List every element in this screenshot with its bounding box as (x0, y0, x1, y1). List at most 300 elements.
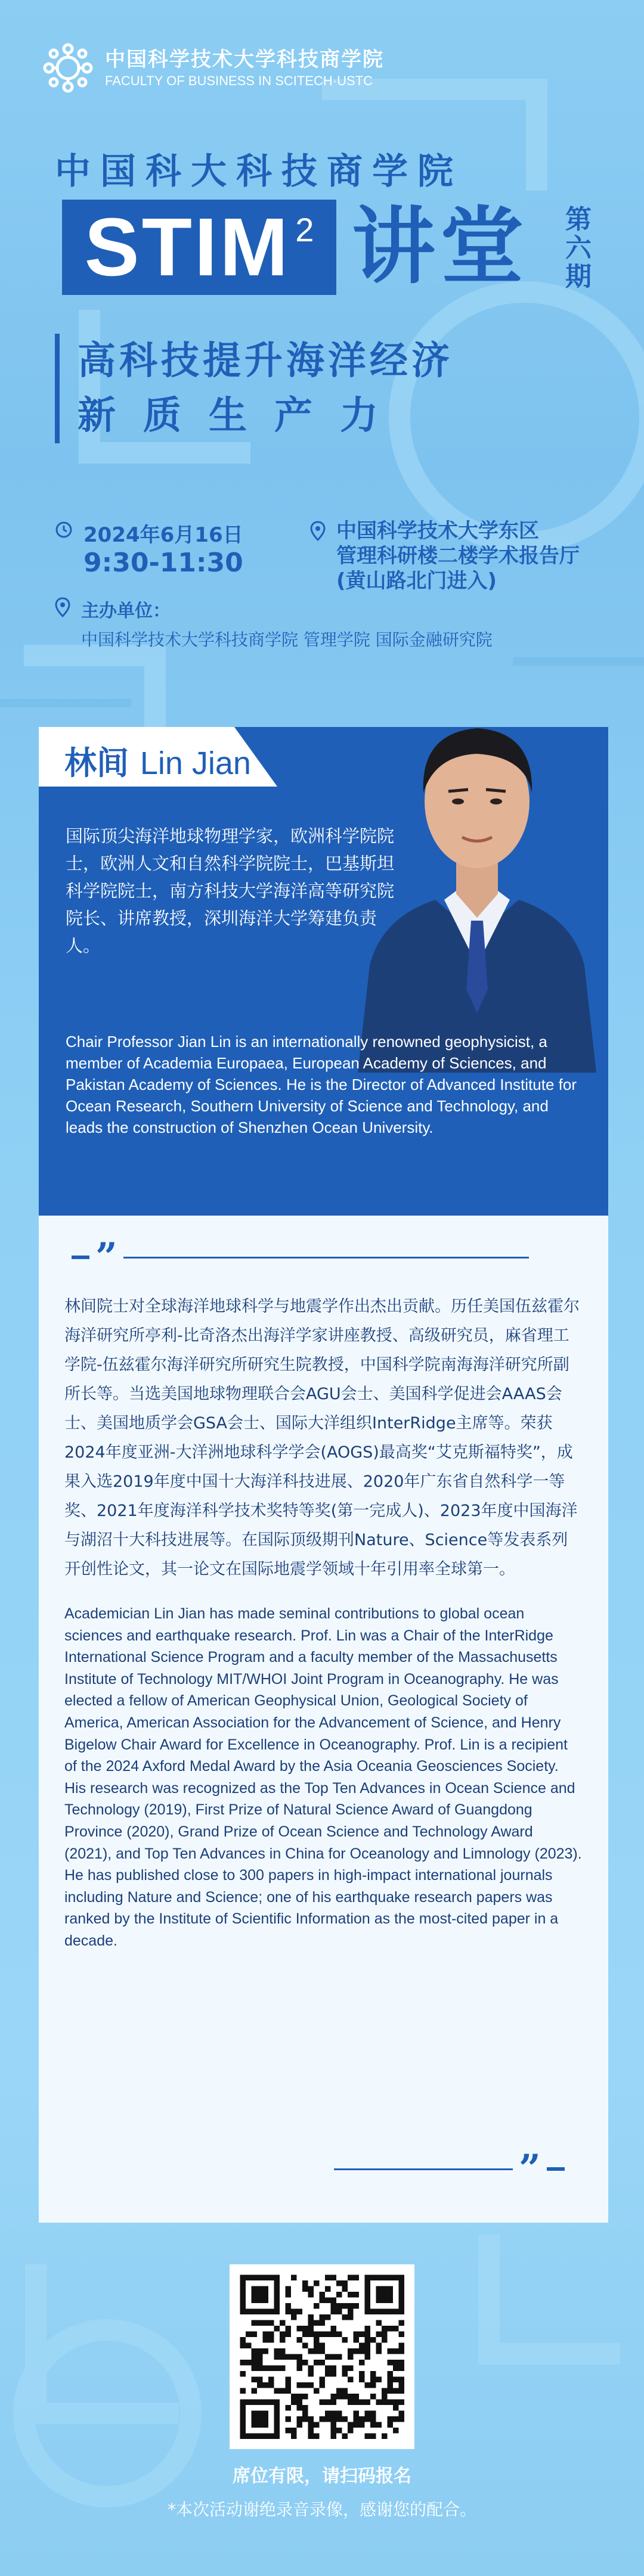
qr-module (302, 2332, 308, 2338)
qr-module (252, 2411, 258, 2417)
qr-module (268, 2366, 274, 2372)
qr-module (354, 2303, 360, 2309)
qr-module (308, 2332, 314, 2338)
qr-module (348, 2348, 354, 2354)
qr-module (257, 2292, 263, 2298)
school-name-en: FACULTY OF BUSINESS IN SCITECH·USTC (105, 73, 373, 88)
qr-module (365, 2343, 371, 2349)
qr-module (399, 2280, 405, 2286)
qr-module (370, 2422, 376, 2428)
qr-module (331, 2400, 337, 2406)
qr-module (308, 2371, 314, 2377)
qr-module (263, 2298, 269, 2304)
qr-module (314, 2343, 320, 2349)
qr-module (320, 2400, 326, 2406)
qr-module (308, 2422, 314, 2428)
qr-module (274, 2303, 280, 2309)
qr-module (336, 2280, 342, 2286)
qr-module (268, 2332, 274, 2338)
qr-module (370, 2377, 376, 2383)
qr-module (365, 2298, 371, 2304)
qr-module (274, 2388, 280, 2394)
qr-module (297, 2337, 303, 2343)
qr-module (348, 2303, 354, 2309)
qr-module (291, 2400, 297, 2406)
qr-module (314, 2434, 320, 2440)
qr-module (274, 2280, 280, 2286)
qr-module (240, 2286, 246, 2292)
qr-module (302, 2326, 308, 2332)
qr-module (280, 2320, 286, 2326)
qr-module (297, 2416, 303, 2422)
session-number: 第六期 (565, 204, 592, 292)
qr-module (388, 2326, 394, 2332)
qr-module (252, 2434, 258, 2440)
qr-module (331, 2332, 337, 2338)
qr-module (399, 2275, 405, 2281)
qr-module (336, 2309, 342, 2315)
qr-module (365, 2434, 371, 2440)
qr-module (257, 2354, 263, 2360)
qr-module (348, 2275, 354, 2281)
qr-module (325, 2298, 331, 2304)
qr-module (342, 2371, 348, 2377)
qr-module (257, 2309, 263, 2315)
qr-module (274, 2411, 280, 2417)
quote-mark-icon: ” (519, 2146, 541, 2191)
qr-module (399, 2411, 405, 2417)
qr-module (291, 2275, 297, 2281)
qr-module (354, 2275, 360, 2281)
qr-module (382, 2332, 388, 2338)
qr-module (274, 2354, 280, 2360)
qr-module (286, 2303, 292, 2309)
qr-module (393, 2326, 399, 2332)
qr-module (286, 2428, 292, 2434)
qr-module (314, 2348, 320, 2354)
series-logo (62, 200, 336, 295)
quote-line (334, 2168, 513, 2170)
qr-module (348, 2292, 354, 2298)
qr-module (246, 2434, 252, 2440)
qr-module (388, 2292, 394, 2298)
qr-module (308, 2326, 314, 2332)
qr-module (240, 2275, 246, 2281)
qr-module (302, 2280, 308, 2286)
qr-module (252, 2366, 258, 2372)
qr-module (370, 2309, 376, 2315)
speaker-bio-cn: 国际顶尖海洋地球物理学家，欧洲科学院院士，欧洲人文和自然科学院院士，巴基斯坦科学院院士，南方科技大学海洋高等研究院院长、讲席教授，深圳海洋大学筹建负责人。 (66, 826, 395, 956)
qr-module (263, 2422, 269, 2428)
qr-module (252, 2292, 258, 2298)
qr-module (286, 2354, 292, 2360)
qr-module (376, 2422, 382, 2428)
qr-module (320, 2416, 326, 2422)
qr-module (382, 2309, 388, 2315)
qr-module (393, 2428, 399, 2434)
qr-module (314, 2320, 320, 2326)
qr-module (365, 2411, 371, 2417)
qr-module (280, 2337, 286, 2343)
qr-module (393, 2275, 399, 2281)
qr-module (393, 2309, 399, 2315)
qr-module (320, 2382, 326, 2388)
qr-module (280, 2348, 286, 2354)
qr-module (342, 2303, 348, 2309)
qr-module (336, 2416, 342, 2422)
qr-module (399, 2416, 405, 2422)
qr-module (252, 2275, 258, 2281)
qr-module (325, 2371, 331, 2377)
qr-module (399, 2332, 405, 2338)
qr-module (263, 2348, 269, 2354)
qr-module (342, 2280, 348, 2286)
qr-module (336, 2428, 342, 2434)
qr-module (376, 2286, 382, 2292)
qr-module (314, 2332, 320, 2338)
qr-module (291, 2354, 297, 2360)
qr-module (376, 2275, 382, 2281)
qr-module (393, 2377, 399, 2383)
qr-module (302, 2416, 308, 2422)
qr-module (348, 2422, 354, 2428)
qr-module (376, 2400, 382, 2406)
qr-module (370, 2416, 376, 2422)
qr-module (354, 2394, 360, 2400)
qr-module (252, 2416, 258, 2422)
qr-module (240, 2400, 246, 2406)
qr-module (354, 2348, 360, 2354)
qr-module (399, 2320, 405, 2326)
qr-module (359, 2377, 365, 2383)
qr-module (302, 2382, 308, 2388)
qr-module (388, 2416, 394, 2422)
qr-module (331, 2428, 337, 2434)
qr-module (388, 2286, 394, 2292)
qr-module (268, 2434, 274, 2440)
qr-module (297, 2360, 303, 2366)
qr-module (399, 2348, 405, 2354)
speaker-name-cn: 林间 (64, 744, 129, 782)
qr-module (240, 2280, 246, 2286)
qr-module (291, 2394, 297, 2400)
qr-module (263, 2332, 269, 2338)
event-host-title: 中国科大科技商学院 (55, 151, 463, 192)
qr-module (297, 2422, 303, 2428)
qr-module (370, 2275, 376, 2281)
recording-notice: *本次活动谢绝录音录像，感谢您的配合。 (167, 2500, 476, 2519)
qr-module (365, 2326, 371, 2332)
qr-module (376, 2332, 382, 2338)
qr-module (240, 2343, 246, 2349)
qr-module (246, 2343, 252, 2349)
qr-module (268, 2400, 274, 2406)
qr-module (388, 2275, 394, 2281)
achievements-en: Academician Lin Jian has made seminal contributions to global ocean sciences and earthquake research. Prof. Lin was a Chair of the InterRidge International Science Program and a faculty member of the Massachusetts Institute of Technology MIT/WHOI Joint Program in Oceanography. He was elected a fellow of American Geophysical Union, Geological Society of America, American Association for the Advancement of Science, and Henry Bigelow Chair Award for Excellence in Oceanography. Prof. Lin is a recipient of the 2024 Axford Medal Award by the Asia Oceania Geosciences Society. His research was recognized as the Top Ten Advances in Ocean Science and Technology (2019), First Prize of Natural Science Award of Guangdong Province (2020), Grand Prize of Ocean Science and Technology Award (2021), and Top Ten Advances in China for Oceanology and Limnology (2023). He has published close to 300 papers in high-impact international journals including Nature and Science; one of his earthquake research papers was ranked by the Institute of Scientific Information as the most-cited paper in a decade. (64, 1605, 582, 1949)
qr-module (388, 2382, 394, 2388)
qr-module (336, 2411, 342, 2417)
event-datetime (55, 518, 243, 578)
qr-module (365, 2337, 371, 2343)
qr-module (336, 2388, 342, 2394)
series-name: STIM (84, 201, 291, 293)
qr-module (325, 2286, 331, 2292)
qr-module (336, 2332, 342, 2338)
qr-module (388, 2298, 394, 2304)
topic-line-1: 高科技提升海洋经济 (78, 339, 453, 383)
qr-module (331, 2434, 337, 2440)
qr-module (252, 2320, 258, 2326)
qr-module (257, 2298, 263, 2304)
qr-module (308, 2292, 314, 2298)
quote-open (72, 1235, 529, 1279)
qr-module (274, 2422, 280, 2428)
qr-module (376, 2309, 382, 2315)
qr-module (263, 2286, 269, 2292)
qr-module (354, 2422, 360, 2428)
qr-module (314, 2280, 320, 2286)
quote-close (334, 2146, 565, 2191)
qr-module (263, 2400, 269, 2406)
qr-module (320, 2348, 326, 2354)
achievements-cn: 林间院士对全球海洋地球科学与地震学作出杰出贡献。历任美国伍兹霍尔海洋研究所亭利-比奇洛杰出海洋学家讲座教授、高级研究员，麻省理工学院-伍兹霍尔海洋研究所研究生院教授，中国科学院南海海洋研究所副所长等。当选美国地球物理联合会AGU会士、美国科学促进会AAAS会士、美国地质学会GSA会士、国际大洋组织InterRidge主席等。荣获2024年度亚洲-大洋洲地球科学学会(AOGS)最高奖“艾克斯福特奖”，成果入选2019年度中国十大海洋科技进展、2020年广东省自然科学一等奖、2021年度海洋科学技术奖特等奖(第一完成人)、2023年度中国海洋与湖沼十大科技进展等。在国际顶级期刊Nature、Science等发表系列开创性论文，其一论文在国际地震学领域十年引用率全球第一。 (64, 1297, 580, 1578)
quote-mark-icon: ” (95, 1235, 117, 1279)
qr-module (348, 2428, 354, 2434)
qr-module (348, 2400, 354, 2406)
qr-module (308, 2348, 314, 2354)
qr-module (388, 2377, 394, 2383)
qr-module (320, 2314, 326, 2320)
qr-module (263, 2337, 269, 2343)
school-name-cn: 中国科学技术大学科技商学院 (105, 48, 384, 72)
qr-module (257, 2286, 263, 2292)
qr-module (297, 2405, 303, 2411)
qr-module (382, 2275, 388, 2281)
qr-module (257, 2320, 263, 2326)
qr-module (388, 2360, 394, 2366)
qr-module (370, 2411, 376, 2417)
qr-module (359, 2416, 365, 2422)
qr-module (257, 2400, 263, 2406)
qr-module (257, 2275, 263, 2281)
qr-module (365, 2382, 371, 2388)
qr-module (348, 2377, 354, 2383)
qr-module (274, 2309, 280, 2315)
qr-module (354, 2416, 360, 2422)
qr-module (331, 2309, 337, 2315)
speaker-bio-en: Chair Professor Jian Lin is an internationally renowned geophysicist, a member of Academia Europaea, European Academy of Sciences, and Pakistan Academy of Sciences. He is the Director of Advanced Institute for Ocean Research, Southern University of Science and Technology, and leads the construction of Shenzhen Ocean University. (66, 1033, 577, 1136)
qr-module (388, 2400, 394, 2406)
series-suffix: 讲堂 (352, 198, 529, 296)
qr-module (297, 2309, 303, 2315)
qr-module (274, 2366, 280, 2372)
qr-module (263, 2382, 269, 2388)
qr-module (240, 2434, 246, 2440)
qr-module (320, 2332, 326, 2338)
quote-bar (72, 1256, 89, 1259)
qr-module (314, 2337, 320, 2343)
qr-module (393, 2400, 399, 2406)
qr-module (268, 2377, 274, 2383)
qr-module (240, 2416, 246, 2422)
qr-module (257, 2382, 263, 2388)
qr-module (268, 2320, 274, 2326)
qr-module (257, 2416, 263, 2422)
qr-module (302, 2343, 308, 2349)
qr-module (359, 2343, 365, 2349)
qr-module (331, 2371, 337, 2377)
qr-module (257, 2422, 263, 2428)
qr-module (342, 2314, 348, 2320)
qr-module (382, 2400, 388, 2406)
qr-module (382, 2326, 388, 2332)
speaker-name (64, 738, 251, 784)
qr-module (268, 2275, 274, 2281)
qr-module (393, 2416, 399, 2422)
qr-module (274, 2428, 280, 2434)
qr-module (314, 2422, 320, 2428)
speaker-name-en: Lin Jian (140, 745, 251, 781)
qr-module (252, 2388, 258, 2394)
qr-module (274, 2326, 280, 2332)
qr-module (263, 2416, 269, 2422)
qr-module (376, 2343, 382, 2349)
qr-module (286, 2382, 292, 2388)
qr-module (257, 2348, 263, 2354)
qr-module (274, 2405, 280, 2411)
qr-module (359, 2360, 365, 2366)
qr-module (359, 2400, 365, 2406)
qr-module (246, 2275, 252, 2281)
qr-module (263, 2320, 269, 2326)
qr-module (370, 2371, 376, 2377)
qr-module (240, 2388, 246, 2394)
qr-module (342, 2394, 348, 2400)
qr-module (280, 2366, 286, 2372)
qr-module (325, 2354, 331, 2360)
qr-module (297, 2394, 303, 2400)
qr-module (370, 2394, 376, 2400)
qr-module (314, 2360, 320, 2366)
qr-module (308, 2320, 314, 2326)
qr-module (302, 2360, 308, 2366)
signup-caption: 席位有限，请扫码报名 (233, 2466, 411, 2487)
qr-module (325, 2366, 331, 2372)
qr-module (354, 2411, 360, 2417)
qr-module (252, 2348, 258, 2354)
topic-line-2: 新质生产力 (78, 394, 405, 438)
qr-module (365, 2416, 371, 2422)
qr-module (336, 2292, 342, 2298)
logo-mark-icon (41, 41, 95, 95)
qr-module (348, 2314, 354, 2320)
qr-module (342, 2434, 348, 2440)
qr-module (240, 2309, 246, 2315)
qr-module (268, 2337, 274, 2343)
qr-module (331, 2366, 337, 2372)
qr-module (263, 2309, 269, 2315)
qr-module (268, 2309, 274, 2315)
qr-module (399, 2366, 405, 2372)
clock-icon (55, 521, 73, 539)
qr-module (297, 2382, 303, 2388)
qr-module (382, 2337, 388, 2343)
qr-module (393, 2366, 399, 2372)
qr-module (365, 2332, 371, 2338)
qr-module (257, 2411, 263, 2417)
qr-module (246, 2332, 252, 2338)
qr-module (376, 2348, 382, 2354)
qr-module (370, 2434, 376, 2440)
qr-code-icon[interactable] (230, 2264, 414, 2449)
qr-module (257, 2366, 263, 2372)
qr-module (388, 2309, 394, 2315)
qr-module (268, 2382, 274, 2388)
qr-module (291, 2309, 297, 2315)
qr-module (291, 2314, 297, 2320)
qr-module (354, 2400, 360, 2406)
qr-module (320, 2298, 326, 2304)
qr-module (263, 2366, 269, 2372)
qr-module (382, 2298, 388, 2304)
qr-module (240, 2292, 246, 2298)
qr-module (399, 2298, 405, 2304)
qr-module (286, 2326, 292, 2332)
location-pin-icon (310, 521, 326, 541)
qr-module (252, 2332, 258, 2338)
qr-module (393, 2348, 399, 2354)
qr-module (399, 2400, 405, 2406)
qr-module (331, 2411, 337, 2417)
qr-module (302, 2394, 308, 2400)
venue-line-2: 管理科研楼二楼学术报告厅 (336, 544, 580, 568)
qr-module (280, 2354, 286, 2360)
qr-module (274, 2434, 280, 2440)
qr-module (365, 2286, 371, 2292)
qr-module (240, 2298, 246, 2304)
qr-module (286, 2405, 292, 2411)
qr-module (376, 2292, 382, 2298)
qr-module (263, 2275, 269, 2281)
series-superscript: 2 (295, 210, 314, 248)
qr-module (399, 2292, 405, 2298)
qr-module (336, 2354, 342, 2360)
qr-module (240, 2422, 246, 2428)
qr-module (399, 2360, 405, 2366)
qr-module (359, 2332, 365, 2338)
qr-module (320, 2377, 326, 2383)
qr-module (382, 2292, 388, 2298)
qr-module (257, 2360, 263, 2366)
qr-module (354, 2337, 360, 2343)
venue-line-3: (黄山路北门进入) (336, 569, 497, 593)
venue-line-1: 中国科学技术大学东区 (336, 519, 539, 543)
qr-module (359, 2422, 365, 2428)
qr-module (240, 2337, 246, 2343)
qr-module (365, 2348, 371, 2354)
qr-module (252, 2354, 258, 2360)
qr-module (348, 2394, 354, 2400)
event-time: 9:30-11:30 (83, 548, 243, 578)
qr-module (342, 2337, 348, 2343)
qr-module (370, 2337, 376, 2343)
qr-module (348, 2354, 354, 2360)
qr-module (382, 2388, 388, 2394)
qr-module (286, 2388, 292, 2394)
location-pin-icon (55, 597, 70, 617)
qr-module (399, 2388, 405, 2394)
qr-module (325, 2400, 331, 2406)
